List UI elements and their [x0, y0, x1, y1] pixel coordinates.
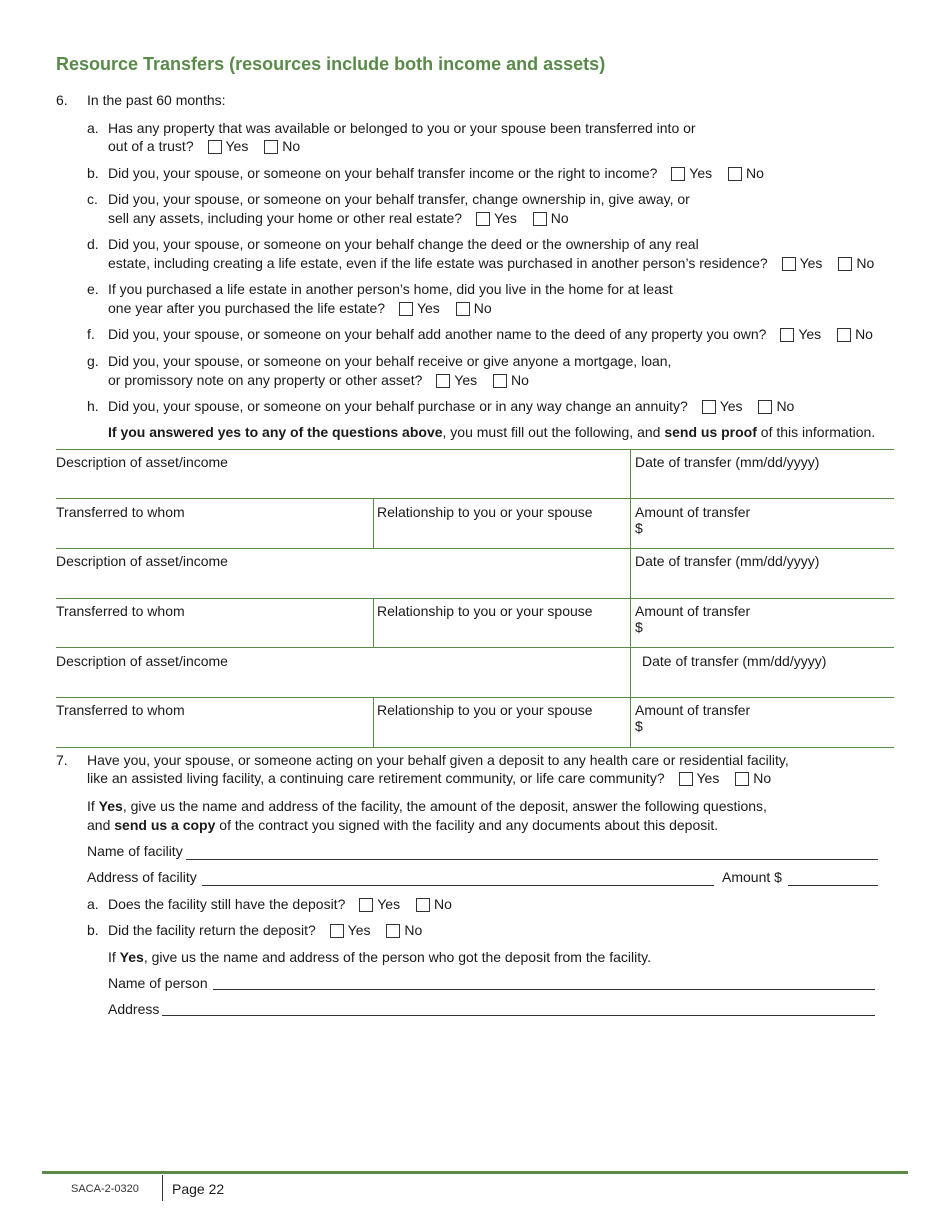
q6d-text-line2: estate, including creating a life estate, even if the life estate was purchased in another person’s residence? [108, 255, 768, 271]
q7-text-line2: like an assisted living facility, a continuing care retirement community, or life care community? [87, 770, 665, 786]
if-text-2-pre: and [87, 817, 115, 833]
if-yes-bold: Yes [119, 949, 144, 965]
amount-label: Amount of transfer [635, 504, 751, 520]
no-label: No [550, 210, 569, 226]
q6b-yes-checkbox[interactable] [671, 167, 685, 181]
no-label: No [404, 922, 423, 938]
name-of-facility-label: Name of facility [87, 843, 183, 859]
table-column-divider [373, 498, 374, 548]
q6c-text-line1: Did you, your spouse, or someone on your behalf transfer, change ownership in, give away, or [108, 191, 690, 207]
yes-label: Yes [347, 922, 371, 938]
question-6-intro: In the past 60 months: [87, 92, 226, 108]
q6e-no-checkbox[interactable] [456, 302, 470, 316]
amount-field-2[interactable] [635, 603, 750, 635]
yes-label: Yes [696, 770, 720, 786]
q7-if-yes-person [108, 949, 651, 965]
yes-label: Yes [798, 326, 822, 342]
q7-no-checkbox[interactable] [735, 772, 749, 786]
q6g-text-line2: or promissory note on any property or other asset? [108, 372, 423, 388]
q7-text-line1: Have you, your spouse, or someone acting on your behalf given a deposit to any health care or residential facility, [87, 752, 789, 768]
dollar-sign: $ [635, 718, 643, 734]
q6c-yes-checkbox[interactable] [476, 212, 490, 226]
table-rule [56, 697, 894, 698]
q6f-row [108, 326, 875, 342]
q6f-yes-checkbox[interactable] [780, 328, 794, 342]
deposit-amount-input[interactable] [788, 885, 878, 886]
whom-field-3[interactable]: Transferred to whom [56, 702, 185, 718]
q7a-row [108, 896, 454, 912]
q6h-letter: h. [87, 398, 99, 414]
q6a-row2 [108, 138, 302, 154]
no-label: No [433, 896, 452, 912]
no-label: No [855, 326, 873, 342]
q6d-yes-checkbox[interactable] [782, 257, 796, 271]
no-label: No [753, 770, 772, 786]
q6b-row [108, 165, 766, 181]
q6a-text-line2: out of a trust? [108, 138, 194, 154]
table-rule [56, 598, 894, 599]
q6f-text: Did you, your spouse, or someone on your behalf add another name to the deed of any property you own? [108, 326, 767, 342]
q7b-text: Did the facility return the deposit? [108, 922, 316, 938]
q6h-text: Did you, your spouse, or someone on your behalf purchase or in any way change an annuity? [108, 398, 688, 414]
q6c-text-line2: sell any assets, including your home or other real estate? [108, 210, 463, 226]
table-rule [56, 647, 894, 648]
no-label: No [511, 372, 529, 388]
q7b-row [108, 922, 424, 938]
q6-instruction-note [108, 424, 875, 440]
footer-divider [162, 1175, 163, 1201]
amount-field-3[interactable] [635, 702, 750, 734]
q6d-no-checkbox[interactable] [838, 257, 852, 271]
question-7-number: 7. [56, 752, 68, 768]
dollar-sign: $ [635, 520, 643, 536]
q6b-letter: b. [87, 165, 99, 181]
q6g-row2 [108, 372, 531, 388]
yes-label: Yes [493, 210, 517, 226]
q7a-text: Does the facility still have the deposit? [108, 896, 346, 912]
amount-label: Amount of transfer [635, 702, 751, 718]
dollar-sign: $ [635, 619, 643, 635]
amount-label: Amount $ [722, 869, 782, 885]
q7b-yes-checkbox[interactable] [330, 924, 344, 938]
if-yes-bold: Yes [98, 798, 123, 814]
note-end: of this information. [756, 424, 876, 440]
if-text-2-bold: send us a copy [114, 817, 216, 833]
page-number: Page 22 [172, 1181, 225, 1197]
table-column-divider [373, 697, 374, 747]
relationship-field-1[interactable]: Relationship to you or your spouse [377, 504, 593, 520]
description-field-3[interactable]: Description of asset/income [56, 653, 228, 669]
yes-label: Yes [799, 255, 823, 271]
yes-label: Yes [377, 896, 401, 912]
q7a-letter: a. [87, 896, 99, 912]
q6a-yes-checkbox[interactable] [208, 140, 222, 154]
table-column-divider [630, 449, 631, 747]
q6a-text-line1: Has any property that was available or belonged to you or your spouse been transferred into or [108, 120, 696, 136]
if-prefix: If [108, 949, 120, 965]
q7b-letter: b. [87, 922, 99, 938]
date-field-2[interactable]: Date of transfer (mm/dd/yyyy) [635, 553, 820, 569]
address-of-facility-input[interactable] [202, 885, 714, 886]
table-rule [56, 548, 894, 549]
q6d-row2 [108, 255, 876, 271]
q7-row2 [87, 770, 773, 786]
table-rule [56, 449, 894, 450]
q6f-letter: f. [87, 326, 95, 342]
q6c-row2 [108, 210, 571, 226]
q7-if-yes-line1 [87, 798, 767, 814]
relationship-field-2[interactable]: Relationship to you or your spouse [377, 603, 593, 619]
q6g-text-line1: Did you, your spouse, or someone on your behalf receive or give anyone a mortgage, loan, [108, 353, 672, 369]
name-of-person-label: Name of person [108, 975, 208, 991]
table-rule [56, 747, 894, 748]
no-label: No [776, 398, 795, 414]
whom-field-2[interactable]: Transferred to whom [56, 603, 185, 619]
footer-rule [42, 1171, 908, 1174]
table-column-divider [373, 598, 374, 648]
description-field-1[interactable]: Description of asset/income [56, 454, 228, 470]
question-6-number: 6. [56, 92, 68, 108]
yes-label: Yes [689, 165, 713, 181]
person-address-label: Address [108, 1001, 160, 1017]
q6h-row [108, 398, 796, 414]
q6e-row2 [108, 300, 494, 316]
no-label: No [282, 138, 301, 154]
note-bold-1: If you answered yes to any of the questions above [108, 424, 443, 440]
section-title: Resource Transfers (resources include both income and assets) [56, 54, 606, 74]
address-of-facility-label: Address of facility [87, 869, 197, 885]
yes-label: Yes [416, 300, 440, 316]
q6h-no-checkbox[interactable] [758, 400, 772, 414]
q6e-yes-checkbox[interactable] [399, 302, 413, 316]
if-prefix: If [87, 798, 99, 814]
no-label: No [856, 255, 875, 271]
q6a-no-checkbox[interactable] [264, 140, 278, 154]
no-label: No [473, 300, 492, 316]
q6e-text-line2: one year after you purchased the life estate? [108, 300, 386, 316]
form-code: SACA-2-0320 [71, 1183, 139, 1195]
q6g-yes-checkbox[interactable] [436, 374, 450, 388]
q6h-yes-checkbox[interactable] [702, 400, 716, 414]
q7a-yes-checkbox[interactable] [359, 898, 373, 912]
yes-label: Yes [454, 372, 478, 388]
q6c-no-checkbox[interactable] [533, 212, 547, 226]
q7-yes-checkbox[interactable] [679, 772, 693, 786]
q6e-text-line1: If you purchased a life estate in another person’s home, did you live in the home for at least [108, 281, 673, 297]
q6b-no-checkbox[interactable] [728, 167, 742, 181]
q6a-letter: a. [87, 120, 99, 136]
q7a-no-checkbox[interactable] [416, 898, 430, 912]
person-address-input[interactable] [162, 1015, 875, 1016]
table-rule [56, 498, 894, 499]
q6g-letter: g. [87, 353, 99, 369]
q7b-no-checkbox[interactable] [386, 924, 400, 938]
q6d-text-line1: Did you, your spouse, or someone on your behalf change the deed or the ownership of any real [108, 236, 699, 252]
date-field-1[interactable]: Date of transfer (mm/dd/yyyy) [635, 454, 820, 470]
whom-field-1[interactable]: Transferred to whom [56, 504, 185, 520]
if2-text: , give us the name and address of the person who got the deposit from the facility. [143, 949, 651, 965]
q6d-letter: d. [87, 236, 99, 252]
q6e-letter: e. [87, 281, 99, 297]
yes-label: Yes [719, 398, 743, 414]
q6b-text: Did you, your spouse, or someone on your behalf transfer income or the right to income? [108, 165, 658, 181]
amount-field-1[interactable] [635, 504, 750, 536]
q7-if-yes-line2 [87, 817, 718, 833]
q6f-no-checkbox[interactable] [837, 328, 851, 342]
date-field-3[interactable]: Date of transfer (mm/dd/yyyy) [642, 653, 827, 669]
name-of-person-input[interactable] [213, 989, 875, 990]
q6g-no-checkbox[interactable] [493, 374, 507, 388]
amount-label: Amount of transfer [635, 603, 751, 619]
name-of-facility-input[interactable] [186, 859, 878, 860]
no-label: No [746, 165, 764, 181]
yes-label: Yes [225, 138, 249, 154]
q6c-letter: c. [87, 191, 98, 207]
note-mid: , you must fill out the following, and [442, 424, 665, 440]
if-text-1: , give us the name and address of the facility, the amount of the deposit, answer the following questions, [122, 798, 767, 814]
description-field-2[interactable]: Description of asset/income [56, 553, 228, 569]
relationship-field-3[interactable]: Relationship to you or your spouse [377, 702, 593, 718]
if-text-2-end: of the contract you signed with the facility and any documents about this deposit. [215, 817, 719, 833]
note-bold-2: send us proof [664, 424, 757, 440]
